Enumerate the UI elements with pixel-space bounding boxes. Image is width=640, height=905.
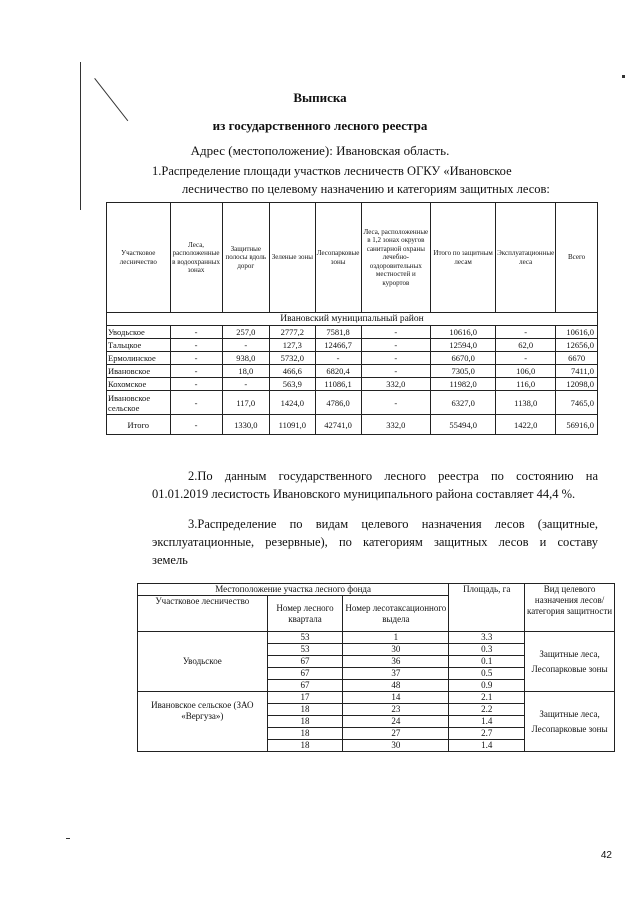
t2-cell: 2.2 [449,704,525,716]
t2-kind-cell: Защитные леса, Лесопарковые зоны [525,632,615,692]
t1-cell: Ермолинское [107,352,171,365]
table1-header-row [107,203,598,313]
t1-cell: 7305,0 [431,365,496,378]
t1-cell: - [170,365,222,378]
t1-cell: 56916,0 [556,415,598,435]
t2-cell: 18 [267,728,343,740]
t1-cell: - [496,352,556,365]
t1-header-green-zones: Зеленые зоны [270,203,316,313]
t1-cell: Уводьское [107,326,171,339]
page-number: 42 [600,850,612,861]
t1-header-protective-total: Итого по защитным лесам [431,203,496,313]
address-line: Адрес (местоположение): Ивановская область. [190,143,450,158]
t1-header-forestry: Участковое лесничество [107,203,171,313]
t2-cell: 0.5 [449,668,525,680]
t1-cell: 466,6 [270,365,316,378]
t2-cell: 18 [267,740,343,752]
forest-plots-table [137,583,615,752]
t1-cell: 6670,0 [431,352,496,365]
table-row [107,326,598,339]
t1-cell: 7411,0 [556,365,598,378]
table-row [107,391,598,415]
t1-cell: 18,0 [222,365,270,378]
t2-cell: 14 [343,692,449,704]
t1-cell: - [170,352,222,365]
t1-cell: - [170,391,222,415]
t2-header-quarter: Номер лесного квартала [267,596,343,632]
section-3-line-1: 3.Распределение по видам целевого назначения лесов (защитные, [188,517,598,531]
t1-cell: Тальцкое [107,339,171,352]
t1-cell: - [361,365,431,378]
t1-cell: - [170,415,222,435]
t2-forestry-cell: Ивановское сельское (ЗАО «Вергуза») [138,692,268,752]
t1-cell: 332,0 [361,415,431,435]
t1-cell: 106,0 [496,365,556,378]
t1-cell: 7581,8 [315,326,361,339]
t1-cell: 938,0 [222,352,270,365]
margin-dash [66,838,70,839]
t1-cell: 12098,0 [556,378,598,391]
t1-group-label: Ивановский муниципальный район [107,313,598,326]
document-title: Выписка [293,90,347,105]
t1-cell: 257,0 [222,326,270,339]
t1-cell: 1138,0 [496,391,556,415]
t1-cell: 2777,2 [270,326,316,339]
t1-header-park-zones: Лесопарковые зоны [315,203,361,313]
t2-header-forestry: Участковое лесничество [138,596,268,632]
edge-speck [622,75,625,78]
t2-cell: 37 [343,668,449,680]
t2-forestry-cell: Уводьское [138,632,268,692]
t1-cell: Ивановское [107,365,171,378]
t1-cell: 55494,0 [431,415,496,435]
binding-line [80,62,81,210]
t2-cell: 67 [267,680,343,692]
t1-cell: 11091,0 [270,415,316,435]
t1-cell: Кохомское [107,378,171,391]
t2-kind-cell: Защитные леса, Лесопарковые зоны [525,692,615,752]
t2-cell: 3.3 [449,632,525,644]
t1-cell: 563,9 [270,378,316,391]
t2-cell: 1.4 [449,740,525,752]
t1-cell: 11982,0 [431,378,496,391]
t2-cell: 36 [343,656,449,668]
t2-cell: 1.4 [449,716,525,728]
t1-cell: 6670 [556,352,598,365]
t2-cell: 27 [343,728,449,740]
section-2-text [152,467,598,503]
t1-cell: 1422,0 [496,415,556,435]
t2-cell: 0.3 [449,644,525,656]
t1-cell: 12466,7 [315,339,361,352]
t1-header-road-strips: Защитные полосы вдоль дорог [222,203,270,313]
section-1-line-1: 1.Распределение площади участков лесничеств ОГКУ «Ивановское [152,164,512,178]
section-3-line-2: эксплуатационные, резервные), по категориям защитных лесов и составу [152,535,598,549]
t1-cell: 12656,0 [556,339,598,352]
t1-cell: 4786,0 [315,391,361,415]
t1-cell: 1424,0 [270,391,316,415]
section-2-line-2: 01.01.2019 лесистость Ивановского муниципального района составляет 44,4 %. [152,487,576,501]
t1-cell: - [361,352,431,365]
table1-group-row [107,313,598,326]
t2-cell: 1 [343,632,449,644]
t2-cell: 0.1 [449,656,525,668]
table-row [107,378,598,391]
t1-cell: 6820,4 [315,365,361,378]
t1-cell: 62,0 [496,339,556,352]
t2-cell: 67 [267,668,343,680]
t2-cell: 0.9 [449,680,525,692]
t1-cell: 117,0 [222,391,270,415]
t2-cell: 30 [343,740,449,752]
t2-cell: 17 [267,692,343,704]
t1-cell: 6327,0 [431,391,496,415]
t1-cell: 11086,1 [315,378,361,391]
section-3-text [152,515,598,569]
forest-distribution-table [106,202,598,435]
t2-cell: 2.7 [449,728,525,740]
t2-cell: 23 [343,704,449,716]
section-2-line-1: 2.По данным государственного лесного реестра по состоянию на [188,469,598,483]
t1-header-sanitary-zones: Леса, расположенные в 1,2 зонах округов санитарной охраны лечебно-оздоровительных местностей и курортов [361,203,431,313]
section-1-line-2: лесничество по целевому назначению и категориям защитных лесов: [182,182,550,196]
t1-cell: Ивановское сельское [107,391,171,415]
t1-cell: - [170,378,222,391]
t1-header-exploitation: Эксплуатационные леса [496,203,556,313]
t1-cell: - [315,352,361,365]
t1-header-total: Всего [556,203,598,313]
t2-cell: 67 [267,656,343,668]
t1-header-water-zones: Леса, расположенные в водоохранных зонах [170,203,222,313]
table-row [107,339,598,352]
table-row [107,352,598,365]
t1-cell: 10616,0 [556,326,598,339]
t2-header-kind: Вид целевого назначения лесов/категория защитности [525,584,615,632]
t1-cell: - [361,391,431,415]
t1-cell: 332,0 [361,378,431,391]
t1-cell: 127,3 [270,339,316,352]
t2-header-location: Местоположение участка лесного фонда [138,584,449,596]
t1-cell: - [361,339,431,352]
t2-cell: 30 [343,644,449,656]
t1-cell: Итого [107,415,171,435]
t1-cell: - [361,326,431,339]
section-3-line-3: земель [152,553,188,567]
t2-header-area: Площадь, га [449,584,525,632]
t1-cell: - [170,339,222,352]
section-1-heading [152,162,592,198]
t1-cell: 42741,0 [315,415,361,435]
document-subtitle: из государственного лесного реестра [212,118,428,133]
t1-cell: 1330,0 [222,415,270,435]
t1-cell: - [222,339,270,352]
t1-cell: 12594,0 [431,339,496,352]
t1-cell: - [222,378,270,391]
t1-cell: - [496,326,556,339]
table-row [138,632,615,644]
t2-cell: 53 [267,644,343,656]
table-row [138,692,615,704]
t1-cell: 10616,0 [431,326,496,339]
table-row-total [107,415,598,435]
table-row [107,365,598,378]
t1-cell: 7465,0 [556,391,598,415]
t1-cell: 116,0 [496,378,556,391]
t1-cell: - [170,326,222,339]
t2-cell: 18 [267,716,343,728]
t2-cell: 53 [267,632,343,644]
t2-cell: 2.1 [449,692,525,704]
t2-header-section: Номер лесотаксационного выдела [343,596,449,632]
t2-cell: 18 [267,704,343,716]
t2-cell: 48 [343,680,449,692]
t1-cell: 5732,0 [270,352,316,365]
t2-cell: 24 [343,716,449,728]
table2-header-row-1 [138,584,615,596]
